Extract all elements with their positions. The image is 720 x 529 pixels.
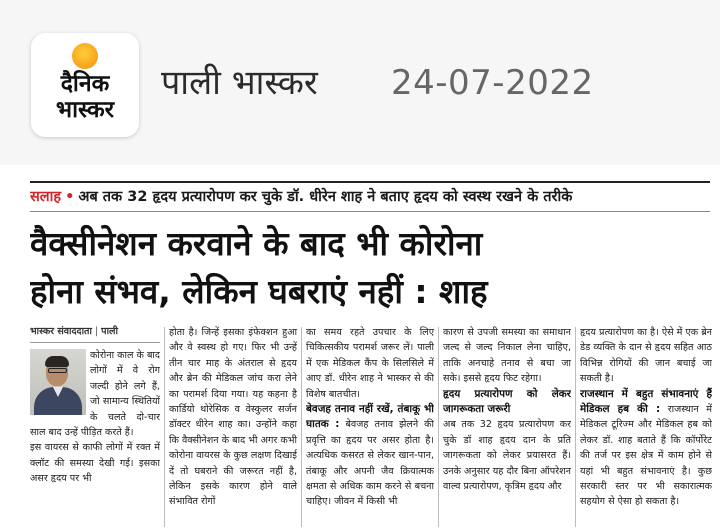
article-column-2 xyxy=(169,325,297,529)
column-3-subhead: बेवजह तनाव नहीं रखें, तंबाकू भी घातक : xyxy=(306,403,434,431)
kicker-tag: सलाह xyxy=(30,189,62,205)
dainik-bhaskar-logo xyxy=(31,33,139,137)
column-divider xyxy=(301,327,302,527)
byline: भास्कर संवाददाता | पाली xyxy=(30,325,160,343)
column-5-text-2: राजस्थान में मेडिकल टूरिज्म और मेडिकल हब को लेकर डॉ. शाह बताते हैं कि कॉर्पोरेट की तर्ज पर इस क्षेत्र में काम होने से यहां भी बहुत संभावनाएं है। कुछ सरकारी स्तर पर भी सकारात्मक सहयोग से ऐसा हो सकता है। xyxy=(580,404,712,508)
column-4-text: कारण से उपजी समस्या का समाधान जल्द से जल्द निकाल लेना चाहिए, ताकि अनचाहे तनाव से बचा जा सके। इससे हृदय फिट रहेगा। xyxy=(443,327,571,385)
kicker-rule xyxy=(30,211,710,212)
column-divider xyxy=(438,327,439,527)
article-column-3 xyxy=(306,325,434,529)
column-3-text: का समय रहते उपचार के लिए चिकित्सकीय परामर्श जरूर लें। पाली में एक मेडिकल कैंप के सिलसिले में आए डॉ. धीरेन शाह ने भास्कर से की विशेष बातचीत। xyxy=(306,327,434,400)
article-column-1 xyxy=(30,325,160,529)
column-3-text-2: बेवजह तनाव झेलने की प्रवृत्ति का हृदय पर असर होता है।अत्यधिक कसरत से लेकर खान-पान, तंबाकू और अपनी जैव क्रियात्मक क्षमता से अधिक काम करने से बचना चाहिए। जीवन में किसी भी xyxy=(306,419,434,508)
column-4-subhead: हृदय प्रत्यारोपण को लेकर जागरूकता जरूरी xyxy=(443,387,571,416)
kicker-bullet: • xyxy=(65,189,75,205)
byline-place: पाली xyxy=(101,326,118,337)
column-divider xyxy=(575,327,576,527)
author-photo xyxy=(30,349,86,415)
sun-icon xyxy=(72,43,98,69)
edition-date: 24-07-2022 xyxy=(391,63,594,103)
column-2-text: होता है। जिन्हें इसका इंफेक्शन हुआ और वे स्वस्थ हो गए। फिर भी उन्हें तीन चार माह के अंतराल से हृदय और ब्रेन की मेडिकल जांच करा लेने का परामर्श दिया गया। यह कहना है कार्डियो थोरेसिक व वेस्कुलर सर्जन डॉक्टर धीरेन शाह का। उन्होंने कहा कि वैक्सीनेशन के बाद भी अगर कभी कोरोना वायरस के कुछ लक्षण दिखाई दें तो घबराने की जरूरत नहीं है, लेकिन इसके कारण होने वाले संभावित रोगों xyxy=(169,327,297,508)
edition-name: पाली भास्कर xyxy=(161,63,318,103)
masthead xyxy=(0,0,720,165)
byline-reporter: भास्कर संवाददाता xyxy=(30,326,92,337)
column-1-text: इस वायरस से काफी लोगों में रक्त में क्लॉट की समस्या देखी गई। इसका असर हृदय पर भी xyxy=(30,442,160,485)
article-body xyxy=(30,325,712,529)
column-1-lead: कोरोना काल के बाद लोगों में वे रोग जल्दी होने लगे हैं, जो सामान्य स्थितियों के चलते दो-चार साल बाद उन्हें पीड़ित करते हैं। xyxy=(30,350,160,439)
logo-line-2: भास्कर xyxy=(55,97,115,123)
kicker xyxy=(30,186,710,208)
headline-line-1: वैक्सीनेशन करवाने के बाद भी कोरोना xyxy=(30,224,483,263)
logo-line-1: दैनिक xyxy=(60,71,110,97)
column-4-text-2: अब तक 32 हृदय प्रत्यारोपण कर चुके डॉ शाह हृदय दान के प्रति जागरूकता को लेकर प्रयासरत हैं। उनके अनुसार यह दौर बिना ऑपरेशन वाल्व प्रत्यारोपण, कृत्रिम हृदय और xyxy=(443,419,571,493)
article-column-4 xyxy=(443,325,571,529)
column-5-text: हृदय प्रत्यारोपण का है। ऐसे में एक ब्रेन डेड व्यक्ति के दान से हृदय सहित आठ विभिन्न रोगियों की जान बचाई जा सकती है। xyxy=(580,327,712,385)
kicker-text: अब तक 32 हृदय प्रत्यारोपण कर चुके डॉ. धीरेन शाह ने बताए हृदय को स्वस्थ रखने के तरीके xyxy=(78,189,573,205)
column-divider xyxy=(164,327,165,527)
column-5-subhead: राजस्थान में बहुत संभावनाएं हैं मेडिकल हब की : xyxy=(580,387,712,416)
top-rule xyxy=(30,181,710,183)
headline-line-2: होना संभव, लेकिन घबराएं नहीं : शाह xyxy=(30,272,488,311)
article-column-5 xyxy=(580,325,712,529)
